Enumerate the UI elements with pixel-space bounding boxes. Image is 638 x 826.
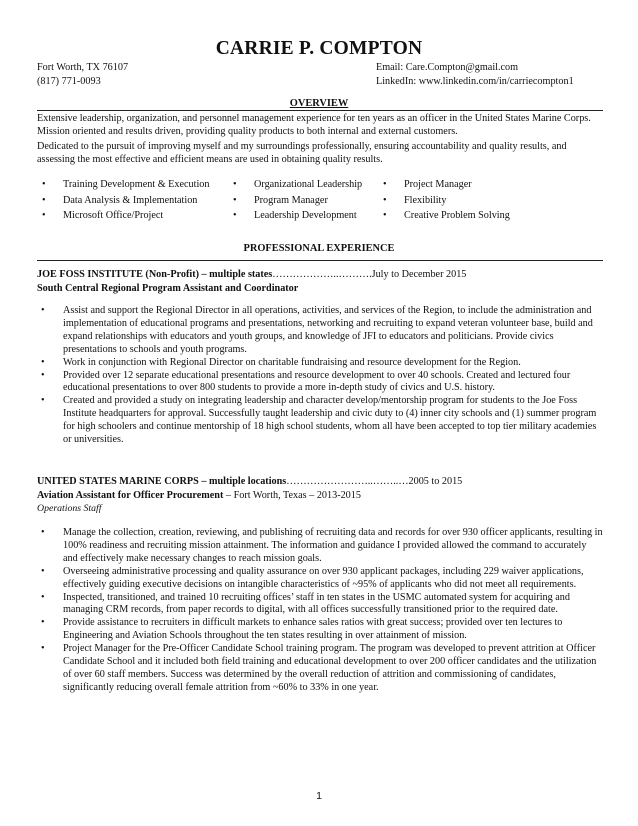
overview-paragraph-2: Dedicated to the pursuit of improving myself and my surroundings professionally, ensuring accountability and quality results, and assessing the most effective and efficient means are used in obtaining quality results. <box>37 141 567 166</box>
job-1-bullets <box>37 305 603 447</box>
overview-divider <box>37 110 603 111</box>
skill-item: • Project Manager <box>378 177 510 193</box>
list-item: • Created and provided a study on integrating leadership and character develop/mentorship program for students to the Joe Foss Institute headquarters for approval. Successfully taught leadership and civic duty to (4) inner city schools and (1) summer program for high schoolers and continue mentorship of 18 high school students, whom all have been accepted to top tier military academies or universities. <box>37 395 603 447</box>
list-item: • Assist and support the Regional Director in all operations, activities, and services of the Region, to include the administration and implementation of educational programs and presentations, networking and recruiting to expand veteran volunteer base, build and expand relationships with educators and youth groups, and knowledge of JFI to educators and politicians. Provide civics presentations to schools and youth programs. <box>37 305 603 357</box>
skills-column-3 <box>378 177 510 224</box>
list-item: • Work in conjunction with Regional Director on charitable fundraising and resource development for the Region. <box>37 357 603 370</box>
job-2-title: Aviation Assistant for Officer Procurement <box>37 489 224 501</box>
skill-item: • Creative Problem Solving <box>378 208 510 224</box>
phone: (817) 771-0093 <box>37 76 101 87</box>
job-2-bullets <box>37 527 603 695</box>
contact-right <box>376 61 574 89</box>
job-2-dates: 2005 to 2015 <box>408 476 463 487</box>
skill-item: • Organizational Leadership <box>228 177 362 193</box>
job-1-title: South Central Regional Program Assistant and Coordinator <box>37 282 299 294</box>
job-1-header <box>37 268 466 295</box>
list-item: • Provided over 12 separate educational presentations and resource development to over 40 schools. Created and lectured four educational presentations to over 800 students to provide a more in-depth study of civics and U.S. history. <box>37 370 603 396</box>
skill-item: • Flexibility <box>378 193 510 209</box>
email[interactable]: Email: Care.Compton@gmail.com <box>376 62 519 73</box>
skill-item: • Training Development & Execution <box>37 177 209 193</box>
list-item: • Project Manager for the Pre-Officer Candidate School training program. The program was developed to prevent attrition at Officer Candidate School and it included both field training and educational development to over 200 officer candidates and the utilization of over 60 staff members. Success was determined by the overall reduction of attrition and commissioning of candidates, significantly reducing overall female attrition from ~60% to 33% in one year. <box>37 643 603 695</box>
linkedin-url[interactable]: LinkedIn: www.linkedin.com/in/carriecompton1 <box>376 76 574 87</box>
list-item: • Overseeing administrative processing and quality assurance on over 930 applicant packages, including 229 waiver applications, effectively guiding executive decisions on intangible characteristics of ~95% of applicants who did not meet all requirements. <box>37 566 603 592</box>
contact-left <box>37 61 128 89</box>
job-2-org: UNITED STATES MARINE CORPS – multiple locations <box>37 476 287 487</box>
skills-column-2 <box>228 177 362 224</box>
address: Fort Worth, TX 76107 <box>37 62 129 73</box>
job-1-org: JOE FOSS INSTITUTE (Non-Profit) – multiple states <box>37 269 273 280</box>
job-2-location: – Fort Worth, Texas – 2013-2015 <box>223 489 361 501</box>
skill-item: • Leadership Development <box>228 208 362 224</box>
job-2-header <box>37 475 462 516</box>
skill-item: • Program Manager <box>228 193 362 209</box>
job-1-dates: July to December 2015 <box>371 269 467 280</box>
list-item: • Manage the collection, creation, reviewing, and publishing of recruiting data and records for over 930 officer applicants, resulting in 100% readiness and recruiting mission attainment. The information and guidance I provided allowed the command to accurately and effectively make necessary changes to reach mission goals. <box>37 527 603 566</box>
skill-item: • Microsoft Office/Project <box>37 208 209 224</box>
job-2-leader-dots: ……………………..……..… <box>286 476 409 487</box>
candidate-name: CARRIE P. COMPTON <box>215 38 423 59</box>
job-1-leader-dots: ………………..………. <box>272 269 372 280</box>
overview-heading: OVERVIEW <box>289 98 349 109</box>
experience-heading: PROFESSIONAL EXPERIENCE <box>243 243 395 254</box>
list-item: • Provide assistance to recruiters in difficult markets to enhance sales ratios with great success; provided over ten lectures to Engineering and Aviation Schools throughout the ten states resulting in over attainment of mission. <box>37 617 603 643</box>
page-number: 1 <box>316 790 322 802</box>
job-2-subtitle: Operations Staff <box>37 503 102 514</box>
list-item: • Inspected, transitioned, and trained 10 recruiting offices’ staff in ten states in the USMC automated system for acquiring and managing CRM records, from paper records to digital, with all offices successfully transitioned prior to the required date. <box>37 592 603 618</box>
overview-paragraph-1: Extensive leadership, organization, and personnel management experience for ten years as an officer in the United States Marine Corps. Mission oriented and results driven, providing quality products to both internal and external customers. <box>37 113 591 138</box>
experience-divider <box>37 260 603 261</box>
skill-item: • Data Analysis & Implementation <box>37 193 209 209</box>
skills-column-1 <box>37 177 209 224</box>
